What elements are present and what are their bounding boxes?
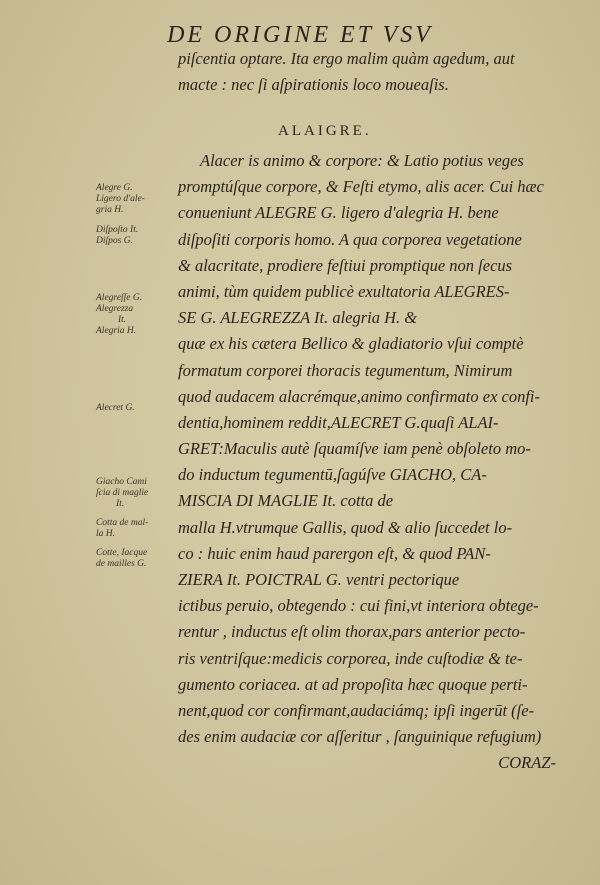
text-line: rentur , inductus eſt olim thorax,pars anterior pecto- bbox=[178, 622, 526, 642]
section-heading: ALAIGRE. bbox=[278, 123, 372, 139]
text-line: gumento coriacea. at ad propoſita hæc quoque perti- bbox=[178, 674, 528, 694]
intro-text bbox=[178, 46, 558, 98]
margin-note-line: Ligero d'ale- bbox=[96, 194, 145, 204]
margin-note-line: Alecret G. bbox=[96, 403, 135, 413]
text-line: ictibus peruio, obtegendo : cui fini,vt interiora obtege- bbox=[178, 596, 539, 616]
catchword: CORAZ- bbox=[498, 753, 556, 773]
text-line: quæ ex his cætera Bellico & gladiatorio vſui comptè bbox=[178, 334, 524, 354]
margin-note-line: It. bbox=[116, 499, 125, 509]
running-title: DE ORIGINE ET VSV bbox=[167, 22, 433, 48]
text-line: animi, tùm quidem publicè exultatoria ALEGRES- bbox=[178, 281, 510, 301]
text-line: formatum corporei thoracis tegumentum, Nimirum bbox=[178, 360, 513, 380]
margin-note-cotte bbox=[96, 548, 174, 570]
margin-note-cotta bbox=[96, 518, 174, 540]
text-line: & alacritate, prodiere feſtiui promptique non ſecus bbox=[178, 255, 513, 275]
text-line: GRET:Maculis autè ſquamíſve iam penè obſoleto mo- bbox=[178, 439, 531, 459]
text-line: nent,quod cor confirmant,audaciámq; ipſi ingerūt (ſe- bbox=[178, 700, 535, 720]
text-line: dentia,hominem reddit,ALECRET G.quaſi ALAI- bbox=[178, 412, 499, 432]
text-line: Alacer is animo & corpore: & Latio potius veges bbox=[200, 151, 524, 170]
text-line: quod audacem alacrémque,animo confirmato ex confi- bbox=[178, 386, 541, 406]
margin-note-line: de mailles G. bbox=[96, 559, 147, 569]
text-line: co : huic enim haud parergon eſt, & quod PAN- bbox=[178, 543, 491, 563]
text-line: SE G. ALEGREZZA It. alegria H. & bbox=[178, 308, 418, 328]
margin-note-line: gria H. bbox=[96, 205, 124, 215]
text-line: conueniunt ALEGRE G. ligero d'alegria H. bene bbox=[178, 203, 499, 223]
text-line: do inductum tegumentū,ſagúſve GIACHO, CA- bbox=[178, 465, 487, 485]
margin-note-alegresse bbox=[96, 293, 174, 337]
text-line: ZIERA It. POICTRAL G. ventri pectorique bbox=[178, 570, 460, 589]
margin-note-giacho bbox=[96, 477, 174, 510]
margin-note-alegre bbox=[96, 183, 174, 216]
margin-note-line: Alegrezza bbox=[96, 304, 134, 314]
margin-note-line: Alegreſſe G. bbox=[96, 293, 143, 303]
margin-note-line: Alegre G. bbox=[96, 183, 133, 193]
margin-note-line: Alegria H. bbox=[96, 326, 137, 336]
text-line: malla H.vtrumque Gallis, quod & alio ſuccedet lo- bbox=[178, 517, 513, 537]
margin-note-alecret bbox=[96, 403, 174, 414]
margin-note-disposto bbox=[96, 225, 174, 247]
text-line: macte : nec ſi aſpirationis loco moueaſis. bbox=[178, 75, 449, 94]
text-line: MISCIA DI MAGLIE It. cotta de bbox=[178, 491, 394, 511]
margin-note-line: Diſpoſto It. bbox=[96, 225, 139, 235]
text-line: promptúſque corpore, & Feſti etymo, alis acer. Cui hæc bbox=[178, 177, 544, 197]
margin-note-line: Diſpos G. bbox=[96, 236, 133, 246]
text-line: ris ventriſque:medicis corporea, inde cuſtodiæ & te- bbox=[178, 648, 523, 668]
main-text bbox=[178, 148, 558, 777]
margin-note-line: Giacho Cami bbox=[96, 477, 147, 487]
text-line: des enim audaciæ cor aſſeritur , ſanguinique refugium) bbox=[178, 727, 542, 747]
margin-note-line: Cotta de mal- bbox=[96, 518, 149, 528]
margin-note-line: Cotte, Iacque bbox=[96, 548, 148, 558]
margin-note-line: la H. bbox=[96, 529, 115, 539]
margin-note-line: It. bbox=[118, 315, 127, 325]
margin-note-line: ſcia di maglie bbox=[96, 488, 149, 498]
text-line: diſpoſiti corporis homo. A qua corporea vegetatione bbox=[178, 229, 522, 249]
text-line: piſcentia optare. Ita ergo malim quàm agedum, aut bbox=[178, 49, 515, 68]
